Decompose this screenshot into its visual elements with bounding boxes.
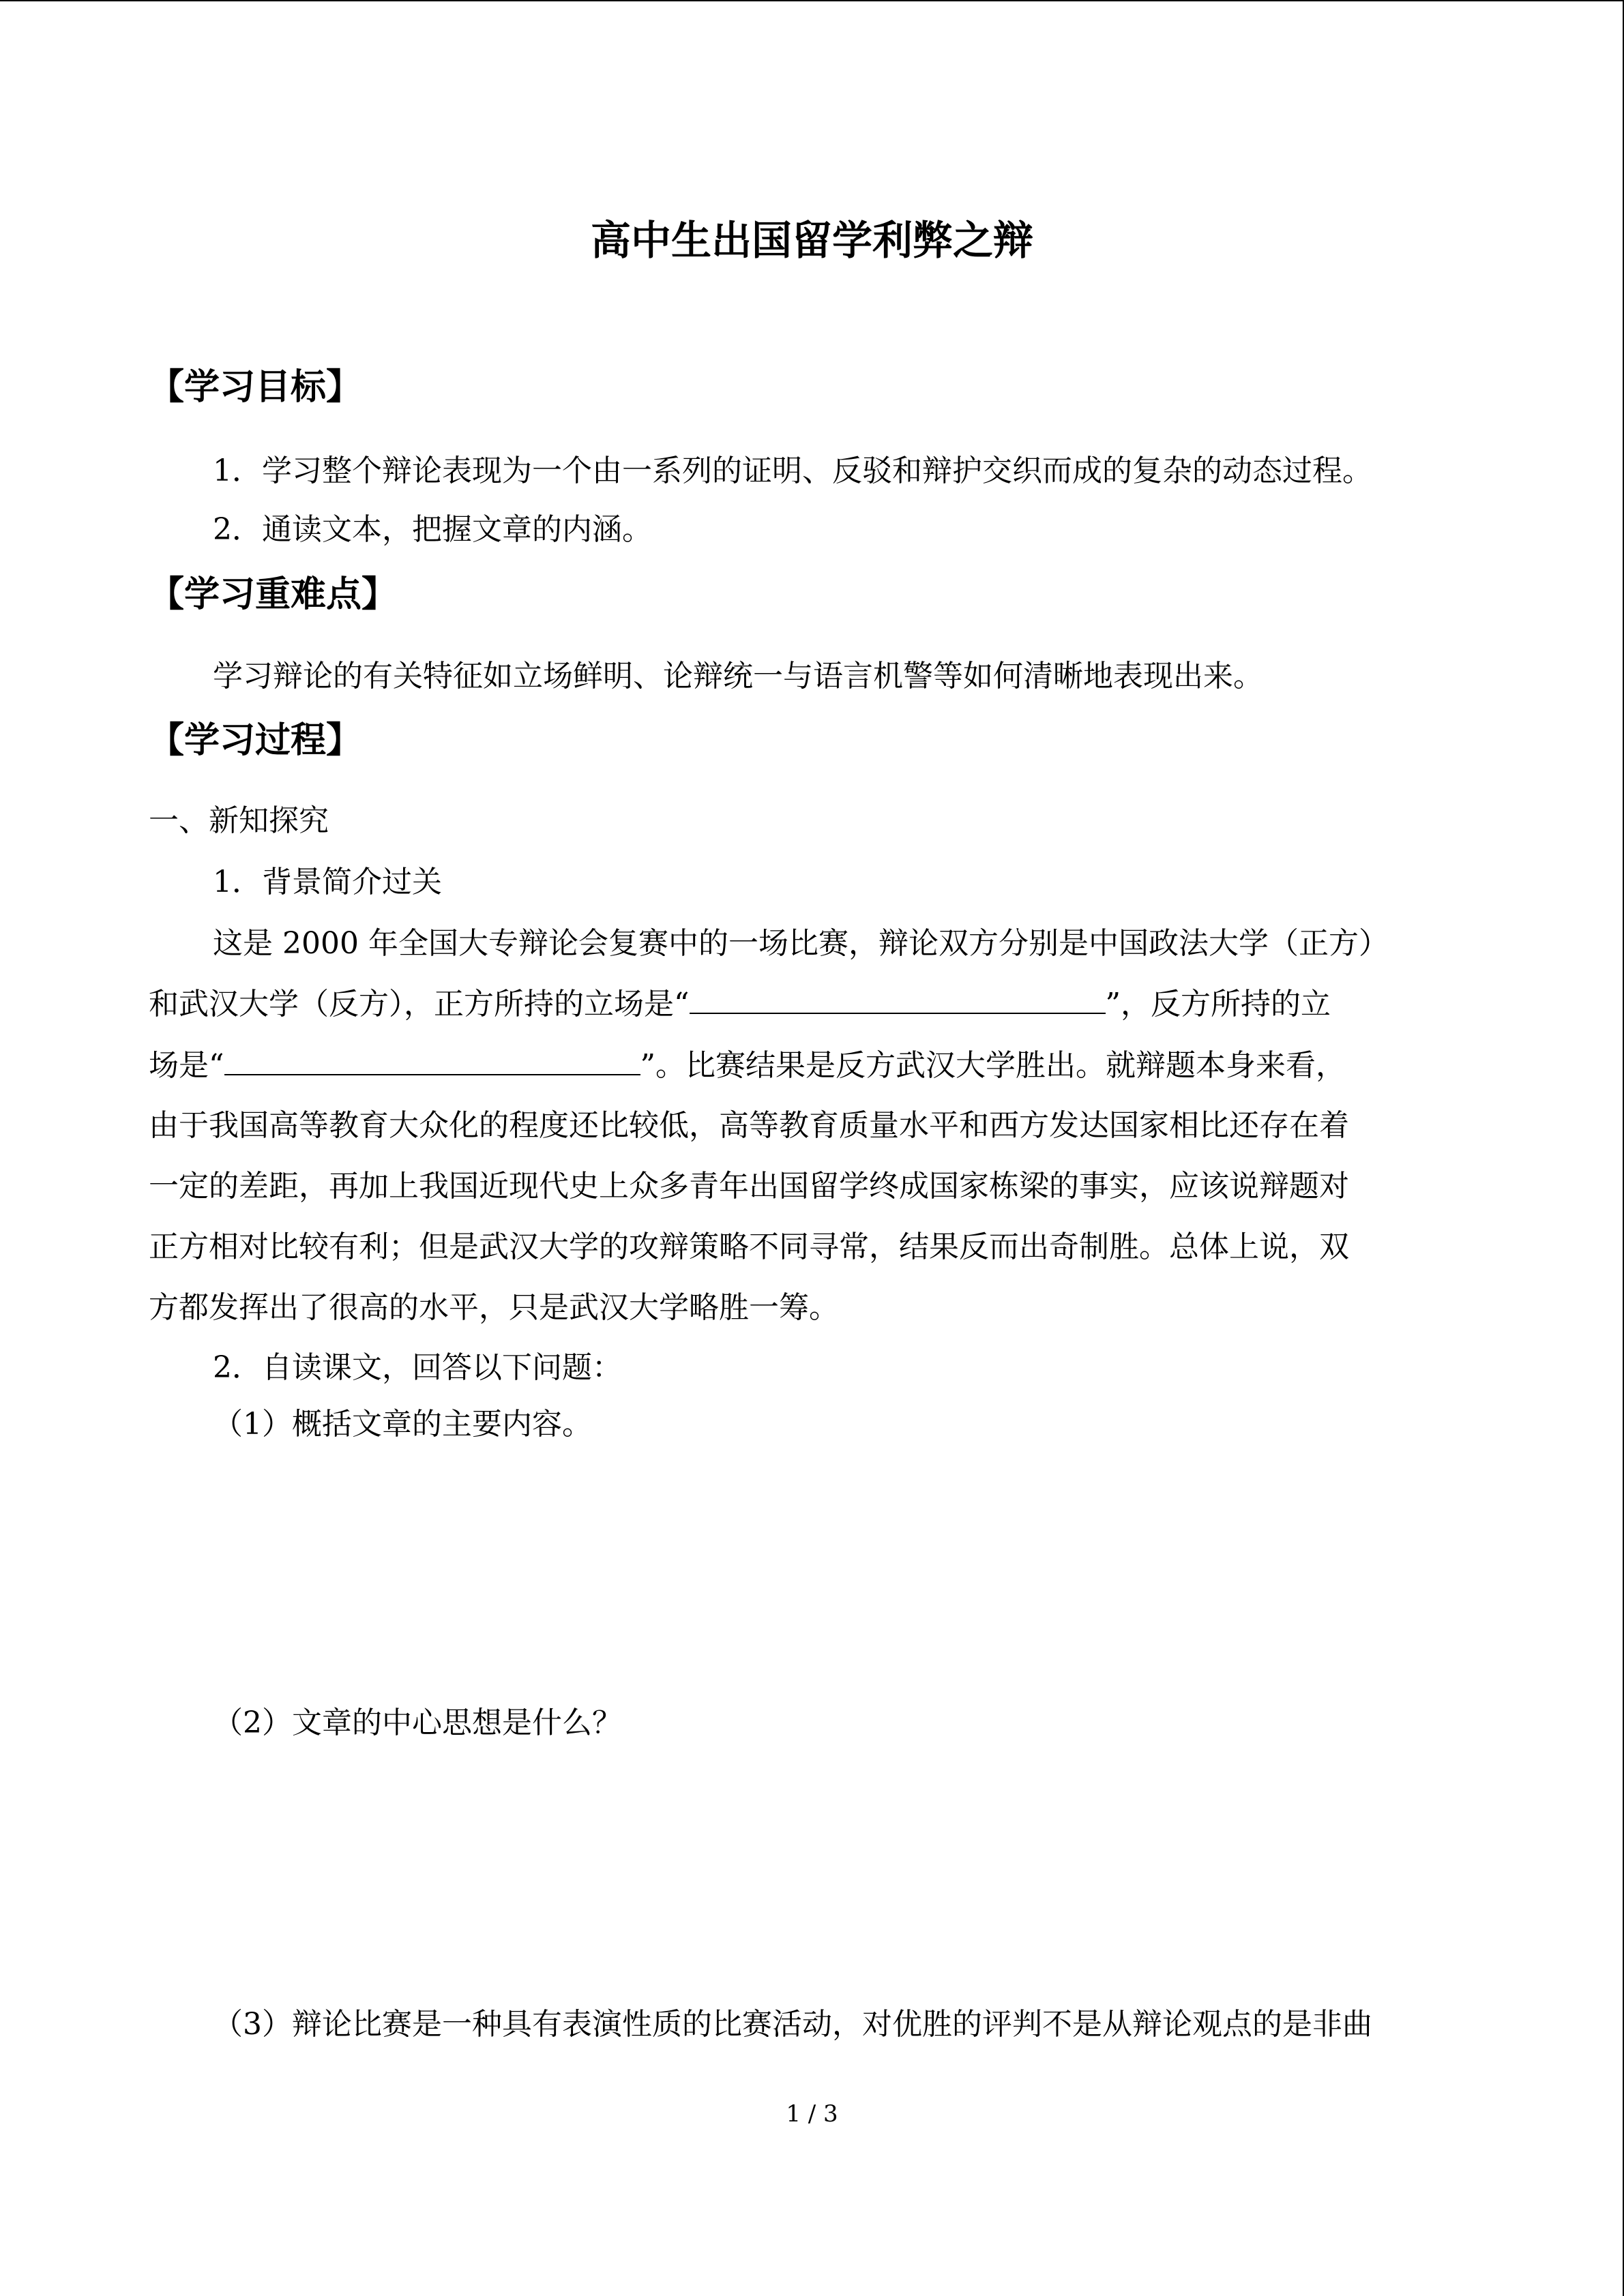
paragraph-line-7: 方都发挥出了很高的水平，只是武汉大学略胜一筹。 <box>149 1290 839 1325</box>
question-1: （1）概括文章的主要内容。 <box>213 1407 592 1442</box>
paragraph-line-2-start: 和武汉大学（反方），正方所持的立场是“ <box>149 987 690 1022</box>
paragraph-line-6: 正方相对比较有利；但是武汉大学的攻辩策略不同寻常，结果反而出奇制胜。总体上说，双 <box>149 1229 1349 1264</box>
fill-blank-negative-position[interactable] <box>224 1043 640 1075</box>
item-self-reading: 2．自读课文，回答以下问题： <box>213 1350 622 1385</box>
question-2: （2）文章的中心思想是什么？ <box>213 1705 622 1740</box>
goal-item-1: 1．学习整个辩论表现为一个由一系列的证明、反驳和辩护交织而成的复杂的动态过程。 <box>213 453 1372 488</box>
section-heading-key-points: 【学习重难点】 <box>149 573 398 615</box>
document-title: 高中生出国留学利弊之辩 <box>590 217 1033 264</box>
paragraph-line-2 <box>149 981 1331 1028</box>
paragraph-line-4: 由于我国高等教育大众化的程度还比较低，高等教育质量水平和西方发达国家相比还存在着 <box>149 1108 1349 1143</box>
key-points-text: 学习辩论的有关特征如立场鲜明、论辩统一与语言机警等如何清晰地表现出来。 <box>213 659 1263 694</box>
page-number: 1 / 3 <box>786 2100 838 2128</box>
paragraph-line-2-end: ”，反方所持的立 <box>1105 987 1331 1022</box>
question-3: （3）辩论比赛是一种具有表演性质的比赛活动，对优胜的评判不是从辩论观点的是非曲 <box>213 2007 1372 2042</box>
item-background: 1．背景简介过关 <box>213 865 442 899</box>
paragraph-line-1: 这是 2000 年全国大专辩论会复赛中的一场比赛，辩论双方分别是中国政法大学（正方） <box>213 926 1389 961</box>
part-heading-new-knowledge: 一、新知探究 <box>149 803 329 838</box>
fill-blank-affirmative-position[interactable] <box>690 981 1106 1014</box>
section-heading-process: 【学习过程】 <box>149 719 362 761</box>
paragraph-line-5: 一定的差距，再加上我国近现代史上众多青年出国留学终成国家栋梁的事实，应该说辩题对 <box>149 1169 1349 1204</box>
section-heading-goals: 【学习目标】 <box>149 366 362 408</box>
paragraph-line-3-end: ”。比赛结果是反方武汉大学胜出。就辩题本身来看， <box>640 1048 1346 1083</box>
paragraph-line-3-start: 场是“ <box>149 1048 224 1083</box>
paragraph-line-3 <box>149 1042 1346 1090</box>
goal-item-2: 2．通读文本，把握文章的内涵。 <box>213 512 652 547</box>
